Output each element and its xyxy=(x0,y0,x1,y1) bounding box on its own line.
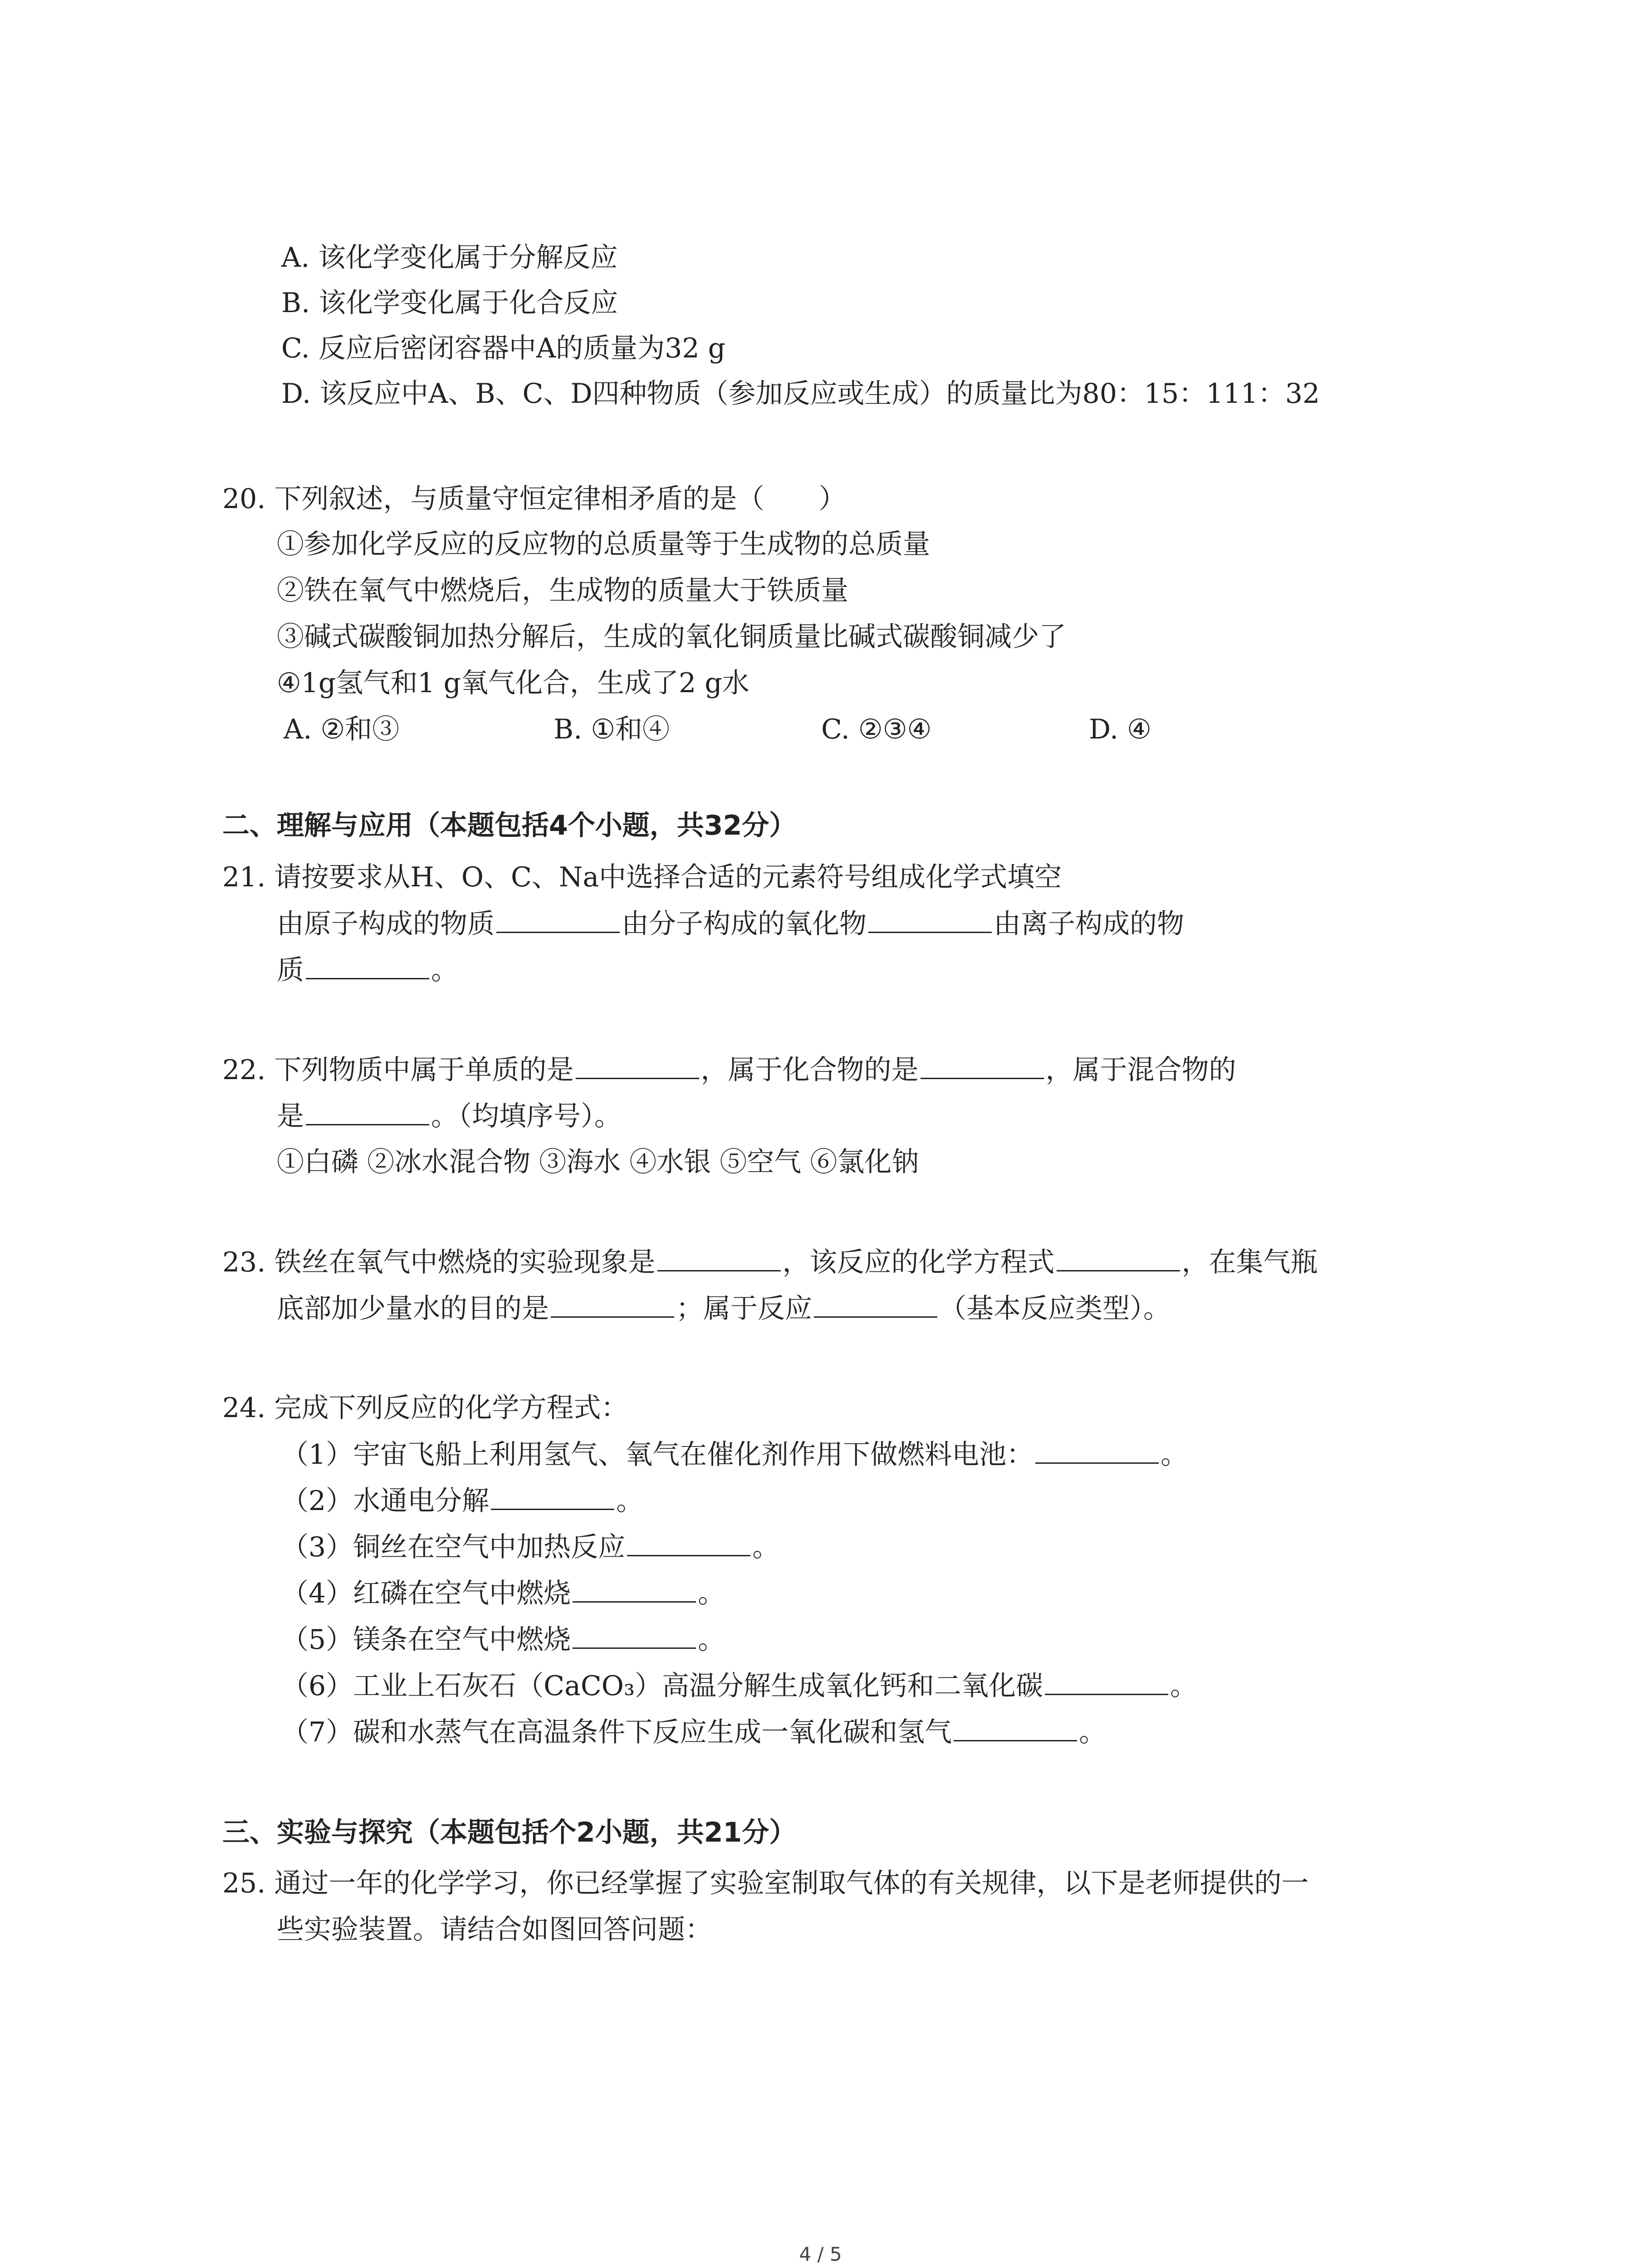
q20-statement-1: ①参加化学反应的反应物的总质量等于生成物的总质量 xyxy=(277,528,930,560)
answer-blank[interactable] xyxy=(551,1290,674,1318)
answer-blank[interactable] xyxy=(954,1714,1077,1741)
q22-part-3: ，属于混合物的 xyxy=(1045,1054,1236,1086)
q23-line-1 xyxy=(222,1244,1318,1281)
q24-item-end: 。 xyxy=(752,1531,780,1563)
q22-part-4: 是 xyxy=(277,1100,304,1132)
q24-item-text: （3）铜丝在空气中加热反应 xyxy=(281,1531,626,1563)
q24-item-end: 。 xyxy=(1079,1716,1107,1748)
q23-part-5: ；属于反应 xyxy=(676,1293,812,1325)
q24-item-1 xyxy=(281,1436,1188,1473)
section-2-heading: 二、理解与应用（本题包括4个小题，共32分） xyxy=(222,810,797,841)
page-number: 4 / 5 xyxy=(799,2243,842,2265)
q21-stem: 21. 请按要求从H、O、C、Na中选择合适的元素符号组成化学式填空 xyxy=(222,861,1062,893)
answer-blank[interactable] xyxy=(627,1529,750,1556)
q24-item-7 xyxy=(281,1714,1106,1750)
q23-line-2 xyxy=(277,1290,1171,1327)
answer-blank[interactable] xyxy=(306,952,429,979)
q21-line-1 xyxy=(277,905,1184,942)
q19-option-a: A. 该化学变化属于分解反应 xyxy=(281,242,618,274)
answer-blank[interactable] xyxy=(573,1575,696,1603)
q24-item-end: 。 xyxy=(1170,1670,1198,1702)
q19-option-c: C. 反应后密闭容器中A的质量为32 g xyxy=(281,332,726,364)
q21-part-2: 由分子构成的氧化物 xyxy=(622,908,867,940)
q24-item-3 xyxy=(281,1529,779,1565)
q24-item-2 xyxy=(281,1482,643,1519)
q20-option-b: B. ①和④ xyxy=(554,714,670,745)
q21-part-4: 质 xyxy=(277,954,304,986)
q23-part-2: ，该反应的化学方程式 xyxy=(782,1246,1055,1278)
q23-part-3: ，在集气瓶 xyxy=(1181,1246,1318,1278)
q24-item-end: 。 xyxy=(616,1485,644,1517)
q24-stem: 24. 完成下列反应的化学方程式： xyxy=(222,1392,628,1424)
q25-line-2: 些实验装置。请结合如图回答问题： xyxy=(277,1914,712,1945)
q24-item-text: （5）镁条在空气中燃烧 xyxy=(281,1624,571,1656)
q22-line-2 xyxy=(277,1098,622,1134)
q21-part-1: 由原子构成的物质 xyxy=(277,908,495,940)
q20-stem: 20. 下列叙述，与质量守恒定律相矛盾的是（ ） xyxy=(222,483,846,515)
answer-blank[interactable] xyxy=(1057,1244,1180,1271)
q24-item-end: 。 xyxy=(1161,1439,1188,1471)
answer-blank[interactable] xyxy=(306,1098,429,1125)
answer-blank[interactable] xyxy=(921,1051,1044,1079)
q20-statement-2: ②铁在氧气中燃烧后，生成物的质量大于铁质量 xyxy=(277,575,848,606)
q21-part-3: 由离子构成的物 xyxy=(994,908,1184,940)
q24-item-text: （7）碳和水蒸气在高温条件下反应生成一氧化碳和氢气 xyxy=(281,1716,952,1748)
q24-item-end: 。 xyxy=(698,1624,725,1656)
q21-end: 。 xyxy=(431,954,458,986)
answer-blank[interactable] xyxy=(868,905,992,933)
q24-item-text: （6）工业上石灰石（CaCO₃）高温分解生成氧化钙和二氧化碳 xyxy=(281,1670,1043,1702)
q20-statement-3: ③碱式碳酸铜加热分解后，生成的氧化铜质量比碱式碳酸铜减少了 xyxy=(277,621,1066,653)
q20-option-a: A. ②和③ xyxy=(284,714,400,745)
answer-blank[interactable] xyxy=(496,905,620,933)
q22-part-5: 。（均填序号）。 xyxy=(431,1100,622,1132)
q24-item-6 xyxy=(281,1667,1197,1704)
q23-part-6: （基本反应类型）。 xyxy=(939,1293,1171,1325)
q20-option-c: C. ②③④ xyxy=(821,714,932,745)
q20-option-d: D. ④ xyxy=(1089,714,1151,745)
q22-line-1 xyxy=(222,1051,1236,1088)
q22-items: ①白磷 ②冰水混合物 ③海水 ④水银 ⑤空气 ⑥氯化钠 xyxy=(277,1146,919,1178)
q25-line-1: 25. 通过一年的化学学习，你已经掌握了实验室制取气体的有关规律，以下是老师提供的一 xyxy=(222,1867,1309,1899)
q20-statement-4: ④1g氢气和1 g氧气化合，生成了2 g水 xyxy=(277,667,749,699)
answer-blank[interactable] xyxy=(1045,1667,1168,1695)
answer-blank[interactable] xyxy=(576,1051,699,1079)
q23-part-1: 23. 铁丝在氧气中燃烧的实验现象是 xyxy=(222,1246,656,1278)
q24-item-text: （2）水通电分解 xyxy=(281,1485,490,1517)
q24-item-4 xyxy=(281,1575,725,1612)
q19-option-d: D. 该反应中A、B、C、D四种物质（参加反应或生成）的质量比为80：15：111：32 xyxy=(281,378,1320,410)
q24-item-text: （4）红磷在空气中燃烧 xyxy=(281,1578,571,1609)
answer-blank[interactable] xyxy=(1035,1436,1159,1464)
q22-part-1: 22. 下列物质中属于单质的是 xyxy=(222,1054,574,1086)
q23-part-4: 底部加少量水的目的是 xyxy=(277,1293,549,1325)
answer-blank[interactable] xyxy=(814,1290,937,1318)
answer-blank[interactable] xyxy=(491,1482,614,1510)
q21-line-2 xyxy=(277,952,458,988)
q24-item-text: （1）宇宙飞船上利用氢气、氧气在催化剂作用下做燃料电池： xyxy=(281,1439,1034,1471)
answer-blank[interactable] xyxy=(657,1244,781,1271)
q19-option-b: B. 该化学变化属于化合反应 xyxy=(281,287,618,319)
q24-item-5 xyxy=(281,1621,725,1658)
q24-item-end: 。 xyxy=(698,1578,725,1609)
answer-blank[interactable] xyxy=(573,1621,696,1649)
q22-part-2: ，属于化合物的是 xyxy=(700,1054,919,1086)
section-3-heading: 三、实验与探究（本题包括个2小题，共21分） xyxy=(222,1817,797,1848)
